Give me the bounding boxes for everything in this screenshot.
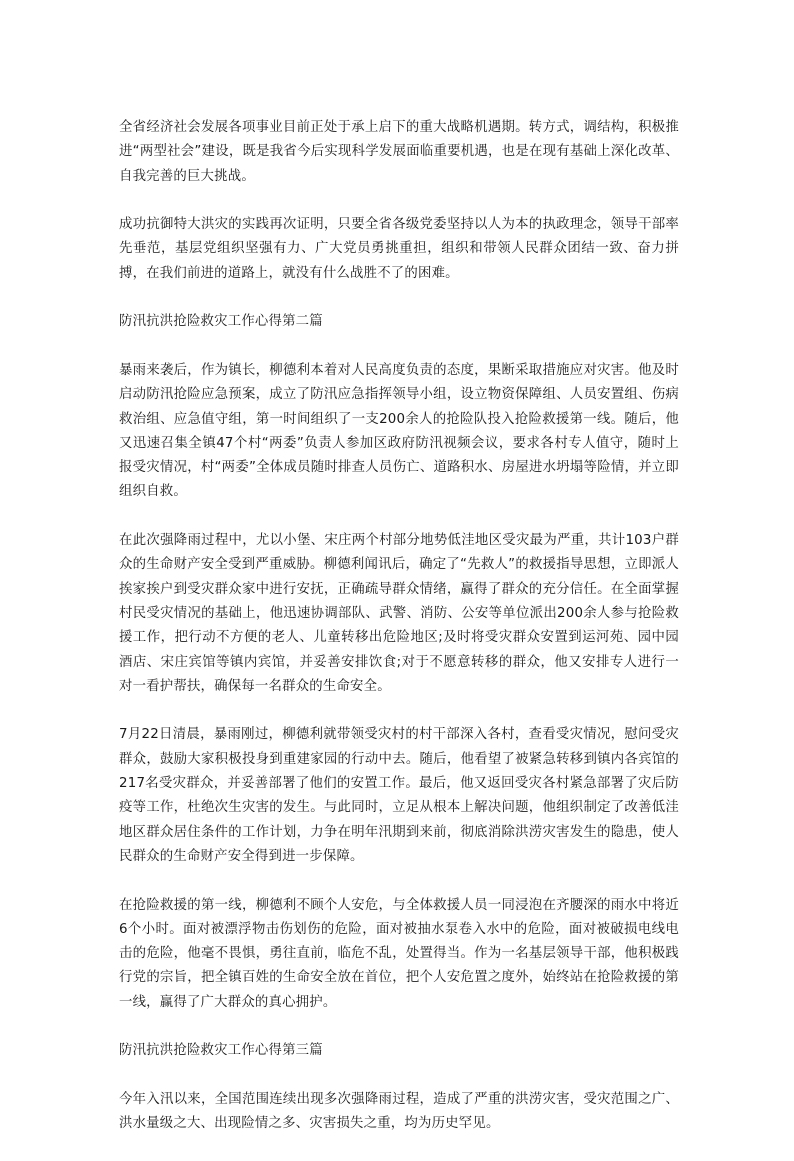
- paragraph-rescue: 在此次强降雨过程中，尤以小堡、宋庄两个村部分地势低洼地区受灾最为严重，共计103户群众的生命财产安全受到严重威胁。柳德利闻讯后，确定了“先救人”的救援指导思想，立即派人挨家挨户到受灾群众家中进行安抚，正确疏导群众情绪，赢得了群众的充分信任。在全面掌握村民受灾情况的基础上，他迅速协调部队、武警、消防、公安等单位派出200余人参与抢险救援工作，把行动不方便的老人、儿童转移出危险地区;及时将受灾群众安置到运河苑、园中园酒店、宋庄宾馆等镇内宾馆，并妥善安排饮食;对于不愿意转移的群众，他又安排专人进行一对一看护帮扶，确保每一名群众的生命安全。: [119, 533, 679, 694]
- paragraph-frontline: 在抢险救援的第一线，柳德利不顾个人安危，与全体救援人员一同浸泡在齐腰深的雨水中将近6个小时。面对被漂浮物击伤划伤的危险，面对被抽水泵卷入水中的危险，面对被破损电线电击的危险，他毫不畏惧，勇往直前，临危不乱，处置得当。作为一名基层领导干部，他积极践行党的宗旨，把全镇百姓的生命安全放在首位，把个人安危置之度外，始终站在抢险救援的第一线，赢得了广大群众的真心拥护。: [119, 897, 679, 1010]
- document-body: [119, 116, 679, 1161]
- paragraph-conclusion: 成功抗御特大洪灾的实践再次证明，只要全省各级党委坚持以人为本的执政理念，领导干部率先垂范，基层党组织坚强有力、广大党员勇挑重担，组织和带领人民群众团结一致、奋力拼搏，在我们前进的道路上，就没有什么战胜不了的困难。: [119, 217, 679, 281]
- paragraph-response: 暴雨来袭后，作为镇长，柳德利本着对人民高度负责的态度，果断采取措施应对灾害。他及时启动防汛抢险应急预案，成立了防汛应急指挥领导小组，设立物资保障组、人员安置组、伤病救治组、应急值守组，第一时间组织了一支200余人的抢险队投入抢险救援第一线。随后，他又迅速召集全镇47个村“两委”负责人参加区政府防汛视频会议，要求各村专人值守，随时上报受灾情况，村“两委”全体成员随时排查人员伤亡、道路积水、房屋进水坍塌等险情，并立即组织自救。: [119, 362, 679, 500]
- paragraph-aftermath: 7月22日清晨，暴雨刚过，柳德利就带领受灾村的村干部深入各村，查看受灾情况，慰问受灾群众，鼓励大家积极投身到重建家园的行动中去。随后，他看望了被紧急转移到镇内各宾馆的217名受灾群众，并妥善部署了他们的安置工作。最后，他又返回受灾各村紧急部署了灾后防疫等工作，杜绝次生灾害的发生。与此同时，立足从根本上解决问题，他组织制定了改善低洼地区群众居住条件的工作计划，力争在明年汛期到来前，彻底消除洪涝灾害发生的隐患，使人民群众的生命财产安全得到进一步保障。: [119, 727, 679, 864]
- section-heading-3: 防汛抗洪抢险救灾工作心得第三篇: [119, 1043, 323, 1059]
- paragraph-intro: 全省经济社会发展各项事业目前正处于承上启下的重大战略机遇期。转方式，调结构，积极推进“两型社会”建设，既是我省今后实现科学发展面临重要机遇，也是在现有基础上深化改革、自我完善的巨大挑战。: [119, 120, 679, 184]
- paragraph-flood-season: 今年入汛以来，全国范围连续出现多次强降雨过程，造成了严重的洪涝灾害，受灾范围之广、洪水量级之大、出现险情之多、灾害损失之重，均为历史罕见。: [119, 1091, 679, 1132]
- section-heading-2: 防汛抗洪抢险救灾工作心得第二篇: [119, 314, 323, 330]
